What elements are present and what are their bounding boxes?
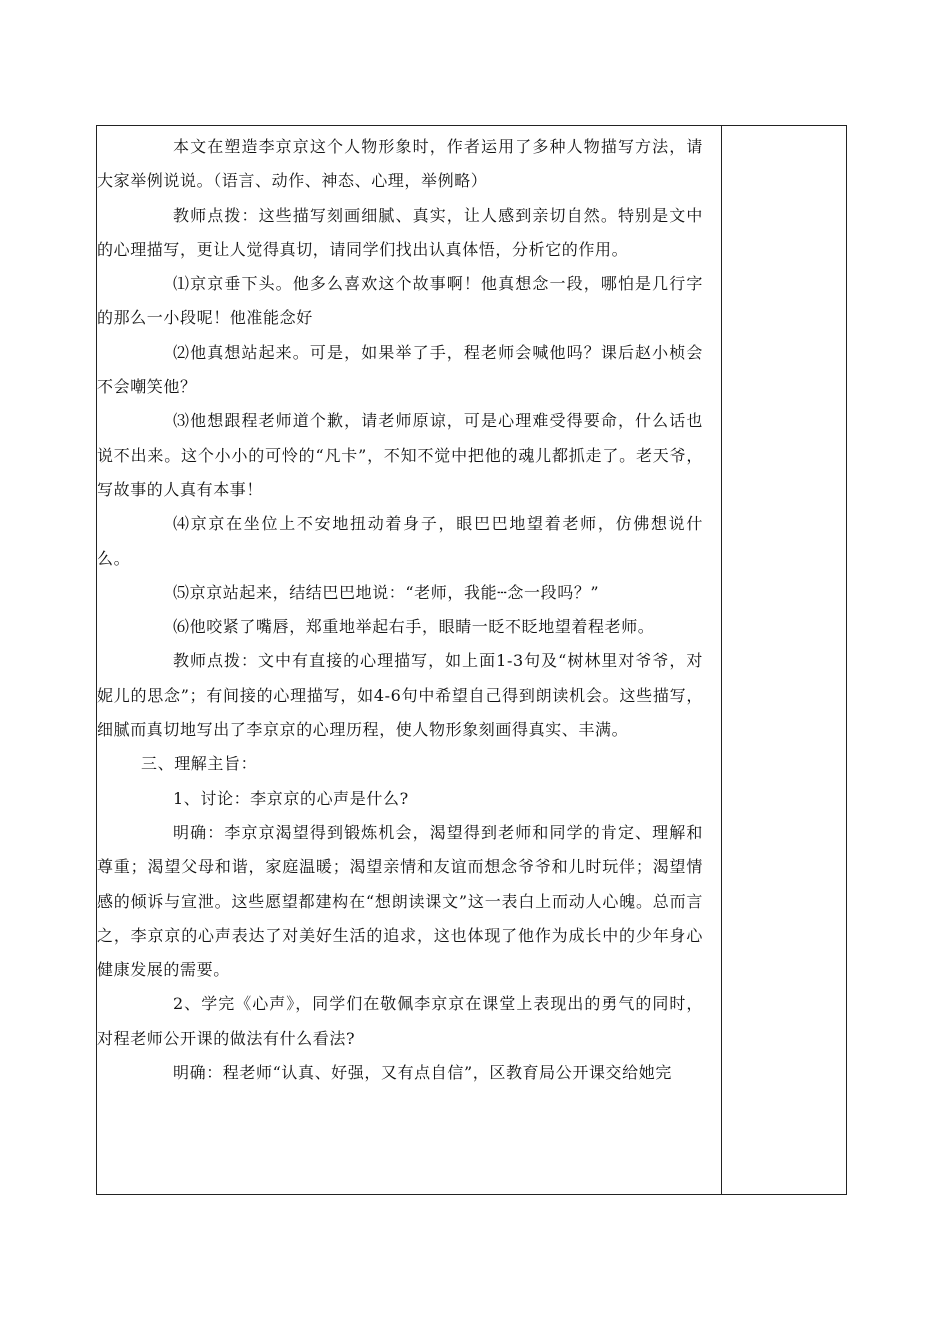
paragraph: 明确：李京京渴望得到锻炼机会，渴望得到老师和同学的肯定、理解和尊重；渴望父母和谐，家庭温暖；渴望亲情和友谊而想念爷爷和儿时玩伴；渴望情感的倾诉与宣泄。这些愿望都建构在“想朗读课文”这一表白上而动人心魄。总而言之，李京京的心声表达了对美好生活的追求，这也体现了他作为成长中的少年身心健康发展的需要。 [97, 822, 703, 980]
paragraph: 明确：程老师“认真、好强，又有点自信”，区教育局公开课交给她完 [173, 1063, 672, 1083]
lesson-table [96, 125, 847, 1195]
content-cell [97, 126, 721, 1194]
notes-cell [722, 126, 846, 1194]
paragraph: 2、学完《心声》，同学们在敬佩李京京在课堂上表现出的勇气的同时，对程老师公开课的做法有什么看法? [97, 994, 703, 1048]
paragraph: ⑴京京垂下头。他多么喜欢这个故事啊！他真想念一段，哪怕是几行字的那么一小段呢！他准能念好 [97, 274, 703, 328]
paragraph: ⑷京京在坐位上不安地扭动着身子，眼巴巴地望着老师，仿佛想说什么。 [97, 514, 703, 568]
paragraph: ⑸京京站起来，结结巴巴地说：“老师，我能┄念一段吗？” [173, 582, 600, 602]
paragraph: 教师点拨：文中有直接的心理描写，如上面1-3句及“树林里对爷爷，对妮儿的思念”；有间接的心理描写，如4-6句中希望自己得到朗读机会。这些描写，细腻而真切地写出了李京京的心理历程，使人物形象刻画得真实、丰满。 [97, 651, 703, 740]
paragraph: ⑵他真想站起来。可是，如果举了手，程老师会喊他吗？课后赵小桢会不会嘲笑他？ [97, 342, 703, 397]
paragraph: ⑶他想跟程老师道个歉，请老师原谅，可是心理难受得要命，什么话也说不出来。这个小小的可怜的“凡卡”，不知不觉中把他的魂儿都抓走了。老天爷，写故事的人真有本事！ [97, 411, 703, 499]
paragraph: 本文在塑造李京京这个人物形象时，作者运用了多种人物描写方法，请大家举例说说。（语言、动作、神态、心理，举例略） [97, 137, 703, 191]
paragraph: 1、讨论：李京京的心声是什么? [173, 788, 409, 808]
paragraph: 教师点拨：这些描写刻画细腻、真实，让人感到亲切自然。特别是文中的心理描写，更让人觉得真切，请同学们找出认真体悟，分析它的作用。 [97, 205, 703, 259]
paragraph: ⑹他咬紧了嘴唇，郑重地举起右手，眼睛一眨不眨地望着程老师。 [173, 617, 655, 637]
section-heading: 三、理解主旨： [141, 754, 258, 774]
